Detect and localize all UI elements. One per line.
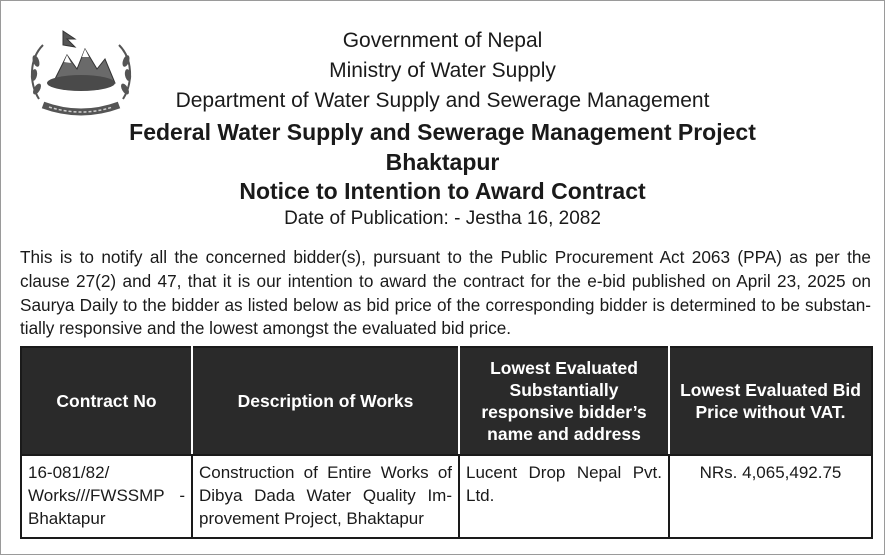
- department-title: Department of Water Supply and Sewerage Management: [175, 89, 710, 112]
- contract-no-cell: 16-081/82/ Works///FWSSMP -Bhaktapur: [21, 455, 192, 538]
- description-cell: Construction of Entire Works of Dibya Dada Water Quality Improvement Project, Bhaktapur: [192, 455, 459, 538]
- table-header-row: [21, 347, 872, 455]
- column-header-price: Lowest Evaluated Bid Price without VAT.: [669, 347, 872, 455]
- column-header-bidder: Lowest Evaluated Substantially responsive bidder’s name and address: [459, 347, 669, 455]
- project-location: Bhaktapur: [385, 149, 500, 175]
- government-title: Government of Nepal: [342, 29, 543, 52]
- column-header-description: Description of Works: [192, 347, 459, 455]
- publication-date: Date of Publication: - Jestha 16, 2082: [284, 208, 601, 229]
- award-table: [20, 346, 873, 539]
- table-row: [21, 455, 872, 538]
- bidder-cell: Lucent Drop Nepal Pvt. Ltd.: [459, 455, 669, 538]
- project-title: Federal Water Supply and Sewerage Management Project: [129, 119, 756, 145]
- ministry-title: Ministry of Water Supply: [329, 59, 556, 82]
- column-header-contract-no: Contract No: [21, 347, 192, 455]
- notice-body: This is to notify all the concerned bidder(s), pursuant to the Public Procurement Act 2063 (PPA) as per the clause 27(2) and 47, that it is our intention to award the contract for the e-bid published on April 23, 2025 on Saurya Daily to the bidder as listed below as bid price of the corresponding bidder is determined to be substantially responsive and the lowest amongst the evaluated bid price.: [20, 247, 871, 339]
- notice-title: Notice to Intention to Award Contract: [239, 178, 646, 204]
- price-cell: NRs. 4,065,492.75: [669, 455, 872, 538]
